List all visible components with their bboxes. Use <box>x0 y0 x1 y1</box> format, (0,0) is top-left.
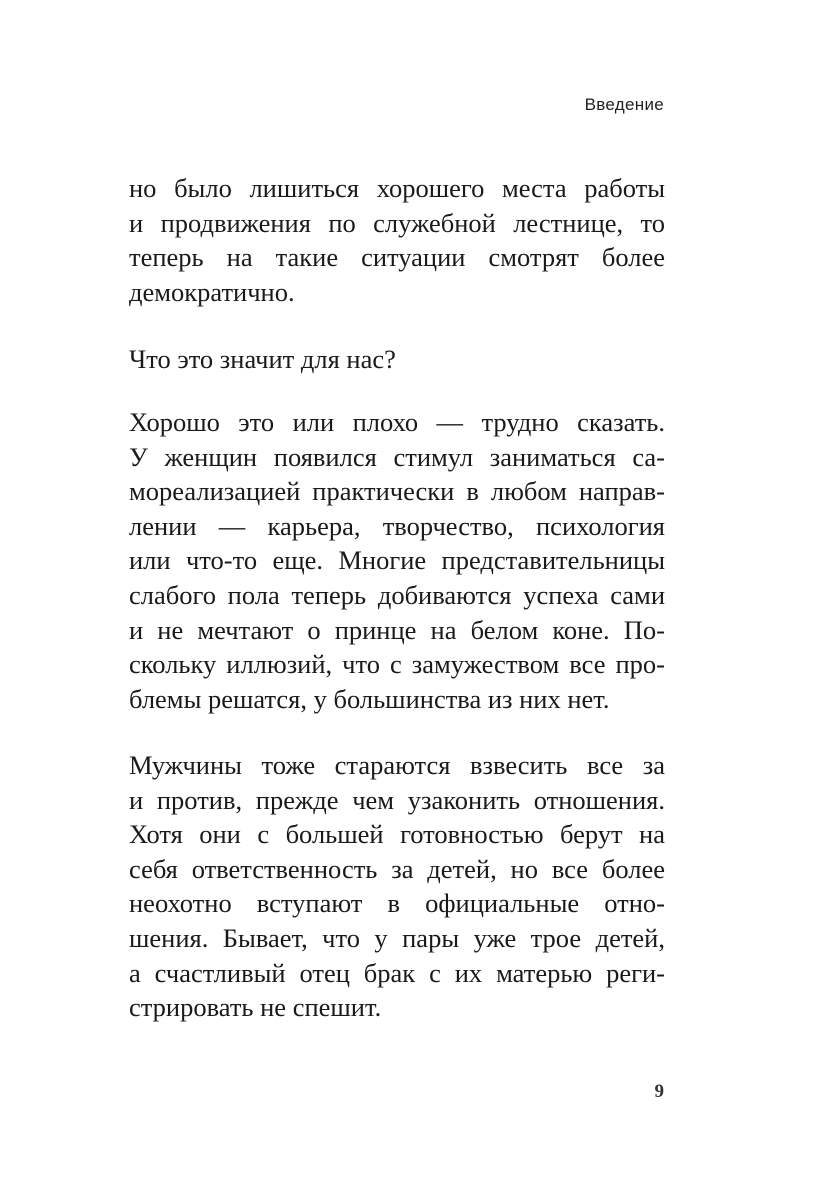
text-line: а счастливый отец брак с их матерью реги- <box>129 957 665 988</box>
text-line: демократично. <box>129 276 295 307</box>
text-line: мореализацией практически в любом направ- <box>129 476 665 507</box>
page-number: 9 <box>654 1081 664 1102</box>
text-line: скольку иллюзий, что с замужеством все про- <box>129 649 665 680</box>
text-line: и не мечтают о принце на белом коне. По- <box>129 614 665 645</box>
paragraph-1 <box>129 171 665 309</box>
text-line: слабого пола теперь добиваются успеха сами <box>129 579 665 610</box>
text-line: Хотя они с большей готовностью берут на <box>129 819 665 850</box>
running-head: Введение <box>584 95 664 114</box>
text-line: или что-то еще. Многие представительницы <box>129 545 665 576</box>
text-line: но было лишиться хорошего места работы <box>129 173 665 203</box>
text-line: и против, прежде чем узаконить отношения. <box>129 784 665 815</box>
text-line: лении — карьера, творчество, психология <box>129 510 665 541</box>
text-line: неохотно вступают в официальные отно- <box>129 888 665 919</box>
text-line: теперь на такие ситуации смотрят более <box>129 242 665 273</box>
text-line: блемы решатся, у большинства из них нет. <box>129 683 610 714</box>
text-line: Хорошо это или плохо — трудно сказать. <box>129 407 665 437</box>
paragraph-3 <box>129 405 665 716</box>
text-line: стрировать не спешит. <box>129 992 382 1023</box>
text-line: Мужчины тоже стараются взвесить все за <box>129 750 665 780</box>
text-line: шения. Бывает, что у пары уже трое детей, <box>129 922 665 953</box>
text-line: себя ответственность за детей, но все более <box>129 853 665 884</box>
paragraph-4 <box>129 748 665 1025</box>
paragraph-2 <box>129 342 665 377</box>
text-line: У женщин появился стимул заниматься са- <box>129 441 665 472</box>
text-line: Что это значит для нас? <box>129 344 396 374</box>
text-line: и продвижения по служебной лестнице, то <box>129 207 665 238</box>
